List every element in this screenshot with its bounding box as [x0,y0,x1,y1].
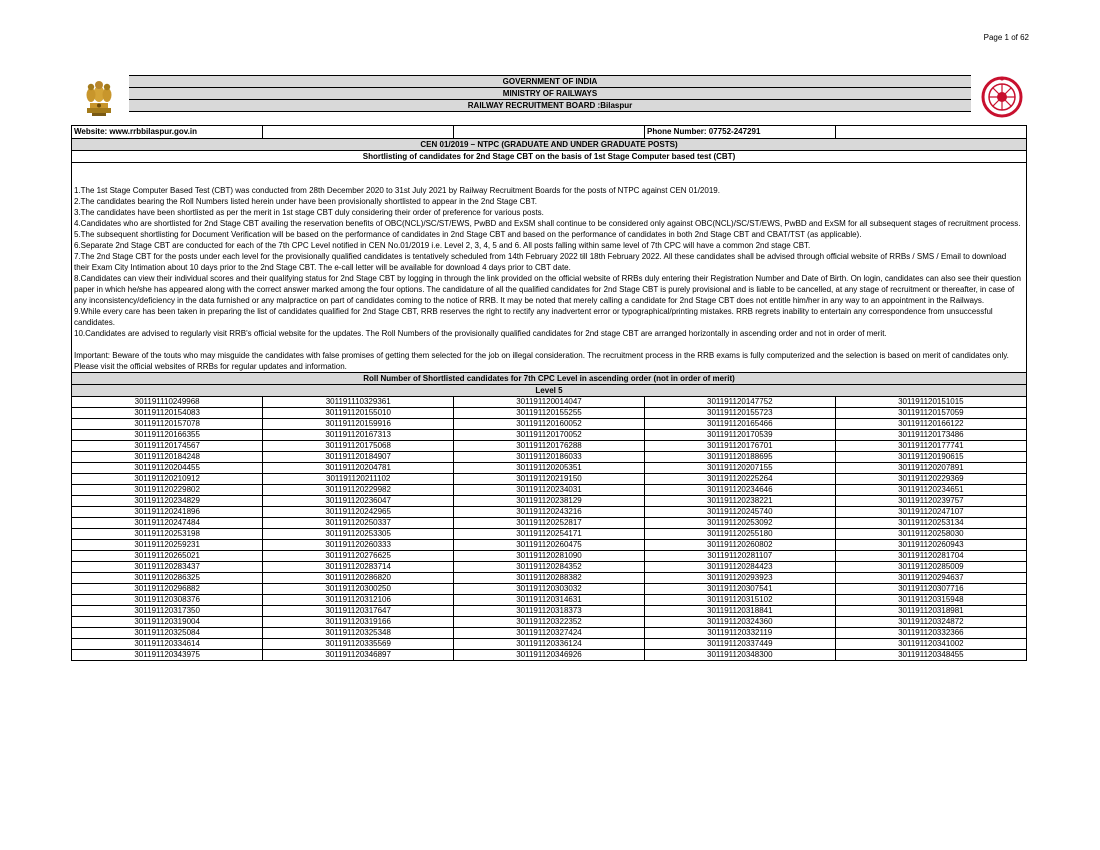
roll-number-cell: 301191120260943 [835,540,1026,551]
roll-number-cell: 301191120165466 [644,419,835,430]
roll-number-cell: 301191120184248 [72,452,263,463]
roll-number-cell: 301191120176288 [454,441,645,452]
roll-number-cell: 301191120243216 [454,507,645,518]
note-3: 3.The candidates have been shortlisted as per the merit in 1st stage CBT duly considering their order of preference for various posts. [74,208,544,217]
roll-number-cell: 301191120260475 [454,540,645,551]
roll-number-cell: 301191120322352 [454,617,645,628]
header-line-government: GOVERNMENT OF INDIA [129,75,971,87]
roll-number-cell: 301191120281090 [454,551,645,562]
roll-number-cell: 301191120176701 [644,441,835,452]
table-row [72,617,1026,628]
roll-number-cell: 301191120229982 [263,485,454,496]
roll-number-cell: 301191120234651 [835,485,1026,496]
indian-railways-logo-icon [980,76,1024,118]
roll-number-cell: 301191120234646 [644,485,835,496]
roll-number-cell: 301191120229802 [72,485,263,496]
roll-number-cell: 301191120286820 [263,573,454,584]
roll-number-cell: 301191120281704 [835,551,1026,562]
roll-number-cell: 301191120157078 [72,419,263,430]
table-row [72,562,1026,573]
note-6: 6.Separate 2nd Stage CBT are conducted for each of the 7th CPC Level notified in CEN No.01/2019 i.e. Level 2, 3, 4, 5 and 6. All posts falling within same level of 7th CPC will have a common 2nd stage CBT. [74,241,811,250]
roll-number-cell: 301191120315102 [644,595,835,606]
roll-number-cell: 301191120300250 [263,584,454,595]
roll-number-cell: 301191120219150 [454,474,645,485]
roll-number-cell: 301191120341002 [835,639,1026,650]
roll-number-cell: 301191120234031 [454,485,645,496]
roll-number-cell: 301191120332366 [835,628,1026,639]
roll-number-cell: 301191120283437 [72,562,263,573]
roll-number-cell: 301191120177741 [835,441,1026,452]
roll-number-cell: 301191120238129 [454,496,645,507]
roll-number-cell: 301191120281107 [644,551,835,562]
note-5: 5.The subsequent shortlisting for Document Verification will be based on the performance of candidates in 2nd Stage CBT and based on the performance of candidates in both 2nd Stage CBT and CBAT/TST (as applicable). [74,230,862,239]
roll-number-cell: 301191120166355 [72,430,263,441]
roll-number-cell: 301191120336124 [454,639,645,650]
roll-number-cell: 301191120173486 [835,430,1026,441]
roll-number-cell: 301191120247107 [835,507,1026,518]
roll-number-cell: 301191120348455 [835,650,1026,661]
roll-number-cell: 301191120155255 [454,408,645,419]
roll-number-cell: 301191120188695 [644,452,835,463]
roll-number-cell: 301191120254171 [454,529,645,540]
table-row [72,474,1026,485]
table-title: Roll Number of Shortlisted candidates for 7th CPC Level in ascending order (not in order of merit) [72,373,1026,385]
note-2: 2.The candidates bearing the Roll Numbers listed herein under have been provisionally shortlisted to appear in the 2nd Stage CBT. [74,197,537,206]
roll-number-cell: 301191120241896 [72,507,263,518]
roll-number-cell: 301191120190615 [835,452,1026,463]
roll-number-cell: 301191120296882 [72,584,263,595]
roll-number-cell: 301191120285009 [835,562,1026,573]
roll-number-cell: 301191120160052 [454,419,645,430]
roll-number-cell: 301191120284352 [454,562,645,573]
table-row [72,397,1026,408]
roll-number-cell: 301191120314631 [454,595,645,606]
roll-number-cell: 301191120166122 [835,419,1026,430]
table-row [72,452,1026,463]
roll-number-cell: 301191120175068 [263,441,454,452]
shortlist-subtitle: Shortlisting of candidates for 2nd Stage CBT on the basis of 1st Stage Computer based test (CBT) [72,151,1026,163]
roll-number-cell: 301191120155723 [644,408,835,419]
contact-row [72,126,1026,139]
roll-number-cell: 301191120247484 [72,518,263,529]
roll-number-cell: 301191120253198 [72,529,263,540]
roll-number-cell: 301191120157059 [835,408,1026,419]
roll-number-cell: 301191120239757 [835,496,1026,507]
roll-number-cell: 301191120170539 [644,430,835,441]
roll-number-cell: 301191120170052 [454,430,645,441]
note-1: 1.The 1st Stage Computer Based Test (CBT) was conducted from 28th December 2020 to 31st July 2021 by Railway Recruitment Boards for the posts of NTPC against CEN 01/2019. [74,186,720,195]
header-line-board: RAILWAY RECRUITMENT BOARD :Bilaspur [129,99,971,112]
roll-number-cell: 301191120315948 [835,595,1026,606]
roll-number-cell: 301191120258030 [835,529,1026,540]
roll-number-cell: 301191120205351 [454,463,645,474]
table-row [72,628,1026,639]
roll-number-cell: 301191120204781 [263,463,454,474]
roll-number-cell: 301191120286325 [72,573,263,584]
phone-label: Phone Number: 07752-247291 [645,126,836,138]
roll-number-cell: 301191120317350 [72,606,263,617]
table-row [72,463,1026,474]
level-label: Level 5 [72,385,1026,397]
roll-number-cell: 301191120234829 [72,496,263,507]
table-row [72,518,1026,529]
roll-number-cell: 301191120252817 [454,518,645,529]
roll-number-cell: 301191120253092 [644,518,835,529]
roll-number-cell: 301191120255180 [644,529,835,540]
roll-number-cell: 301191120253134 [835,518,1026,529]
table-row [72,650,1026,661]
roll-number-cell: 301191120236047 [263,496,454,507]
roll-number-cell: 301191120324872 [835,617,1026,628]
roll-number-cell: 301191120207155 [644,463,835,474]
roll-number-cell: 301191120250337 [263,518,454,529]
roll-number-cell: 301191120319166 [263,617,454,628]
roll-number-cell: 301191110329361 [263,397,454,408]
roll-number-cell: 301191120259231 [72,540,263,551]
table-row [72,529,1026,540]
roll-number-cell: 301191120229369 [835,474,1026,485]
roll-number-cell: 301191120207891 [835,463,1026,474]
roll-number-cell: 301191120293923 [644,573,835,584]
roll-number-cell: 301191120167313 [263,430,454,441]
roll-number-cell: 301191120318841 [644,606,835,617]
roll-number-cell: 301191120332119 [644,628,835,639]
roll-number-cell: 301191120184907 [263,452,454,463]
roll-number-cell: 301191120337449 [644,639,835,650]
table-row [72,606,1026,617]
roll-number-cell: 301191120318373 [454,606,645,617]
roll-number-cell: 301191110249968 [72,397,263,408]
roll-number-cell: 301191120147752 [644,397,835,408]
roll-number-cell: 301191120308376 [72,595,263,606]
roll-number-cell: 301191120307541 [644,584,835,595]
roll-number-cell: 301191120210912 [72,474,263,485]
table-row [72,551,1026,562]
table-row [72,595,1026,606]
roll-number-cell: 301191120186033 [454,452,645,463]
roll-number-cell: 301191120204455 [72,463,263,474]
roll-number-cell: 301191120151015 [835,397,1026,408]
roll-number-cell: 301191120348300 [644,650,835,661]
roll-number-cell: 301191120211102 [263,474,454,485]
roll-number-cell: 301191120334614 [72,639,263,650]
roll-number-cell: 301191120260802 [644,540,835,551]
roll-number-cell: 301191120294637 [835,573,1026,584]
important-notice: Important: Beware of the touts who may misguide the candidates with false promises of getting them selected for the job on illegal consideration. The recruitment process in the RRB exams is fully computerized and the selection is based on merit of candidates only. Please visit the official websites of RRBs for regular updates and information. [74,351,1009,371]
roll-number-cell: 301191120288382 [454,573,645,584]
roll-number-cell: 301191120276625 [263,551,454,562]
note-9: 9.While every care has been taken in preparing the list of candidates qualified for 2nd Stage CBT, RRB reserves the right to rectify any inadvertent error or typographical/printing mistakes. RRB regrets inability to entertain any correspondence from unsuccessful candidates. [74,307,993,327]
roll-number-cell: 301191120303032 [454,584,645,595]
roll-number-cell: 301191120317647 [263,606,454,617]
table-row [72,584,1026,595]
header-line-ministry: MINISTRY OF RAILWAYS [129,87,971,99]
note-8: 8.Candidates can view their individual scores and their qualifying status for 2nd Stage CBT by logging in through the link provided on the official website of RRBs duly entering their Registration Number and Date of Birth. On login, candidates can also see their question paper in which he/she has appeared along with the correct answer marked among the four options. The candidature of all the qualified candidates for 2nd Stage CBT is purely provisional and is liable to be cancelled, at any stage of recruitment or thereafter, in case of any inconsistency/deficiency in the data furnished or any malpractice on part of candidates coming to the notice of RRB. It may be noted that merely calling a candidate for 2nd Stage CBT does not entitle him/her in any way to an appointment in the Railways. [74,274,1021,305]
note-7: 7.The 2nd Stage CBT for the posts under each level for the provisionally qualified candidates is tentatively scheduled from 14th February 2022 till 18th February 2022. All these candidates shall be advised through official website of RRBs / SMS / Email to download their Exam City Intimation about 10 days prior to the 2nd Stage CBT. The e-call letter will be available for download 4 days prior to CBT date. [74,252,1007,272]
roll-number-cell: 301191120238221 [644,496,835,507]
roll-number-table [72,397,1026,660]
roll-number-cell: 301191120154083 [72,408,263,419]
document-header [71,75,1027,118]
roll-number-cell: 301191120159916 [263,419,454,430]
roll-number-cell: 301191120265021 [72,551,263,562]
instructions-block [72,163,1026,373]
table-row [72,496,1026,507]
shortlist-document [71,125,1027,661]
website-label: Website: www.rrbbilaspur.gov.in [72,126,263,138]
roll-number-cell: 301191120325348 [263,628,454,639]
table-row [72,540,1026,551]
roll-number-cell: 301191120312106 [263,595,454,606]
roll-number-cell: 301191120346897 [263,650,454,661]
roll-number-cell: 301191120335569 [263,639,454,650]
roll-number-cell: 301191120225264 [644,474,835,485]
roll-number-cell: 301191120155010 [263,408,454,419]
table-row [72,573,1026,584]
national-emblem-icon [77,77,121,117]
note-10: 10.Candidates are advised to regularly visit RRB's official website for the updates. The Roll Numbers of the provisionally qualified candidates for 2nd stage CBT are arranged horizontally in ascending order and not in order of merit. [74,329,887,338]
table-row [72,408,1026,419]
roll-number-cell: 301191120343975 [72,650,263,661]
roll-number-cell: 301191120324360 [644,617,835,628]
table-row [72,430,1026,441]
roll-number-cell: 301191120253305 [263,529,454,540]
roll-number-cell: 301191120260333 [263,540,454,551]
roll-number-cell: 301191120283714 [263,562,454,573]
roll-number-cell: 301191120014047 [454,397,645,408]
table-row [72,441,1026,452]
roll-number-cell: 301191120319004 [72,617,263,628]
note-4: 4.Candidates who are shortlisted for 2nd Stage CBT availing the reservation benefits of OBC(NCL)/SC/ST/EWS, PwBD and ExSM shall continue to be considered only against OBC(NCL)/SC/ST/EWS, PwBD and ExSM for all subsequent stages of recruitment process. [74,219,1021,228]
roll-number-cell: 301191120346926 [454,650,645,661]
table-row [72,485,1026,496]
roll-number-cell: 301191120307716 [835,584,1026,595]
page-number: Page 1 of 62 [983,33,1029,42]
roll-number-cell: 301191120325084 [72,628,263,639]
roll-number-cell: 301191120245740 [644,507,835,518]
table-row [72,507,1026,518]
roll-number-cell: 301191120327424 [454,628,645,639]
roll-number-cell: 301191120242965 [263,507,454,518]
roll-number-cell: 301191120318981 [835,606,1026,617]
cen-title: CEN 01/2019 – NTPC (GRADUATE AND UNDER GRADUATE POSTS) [72,139,1026,151]
roll-number-cell: 301191120284423 [644,562,835,573]
roll-number-cell: 301191120174567 [72,441,263,452]
table-row [72,419,1026,430]
table-row [72,639,1026,650]
